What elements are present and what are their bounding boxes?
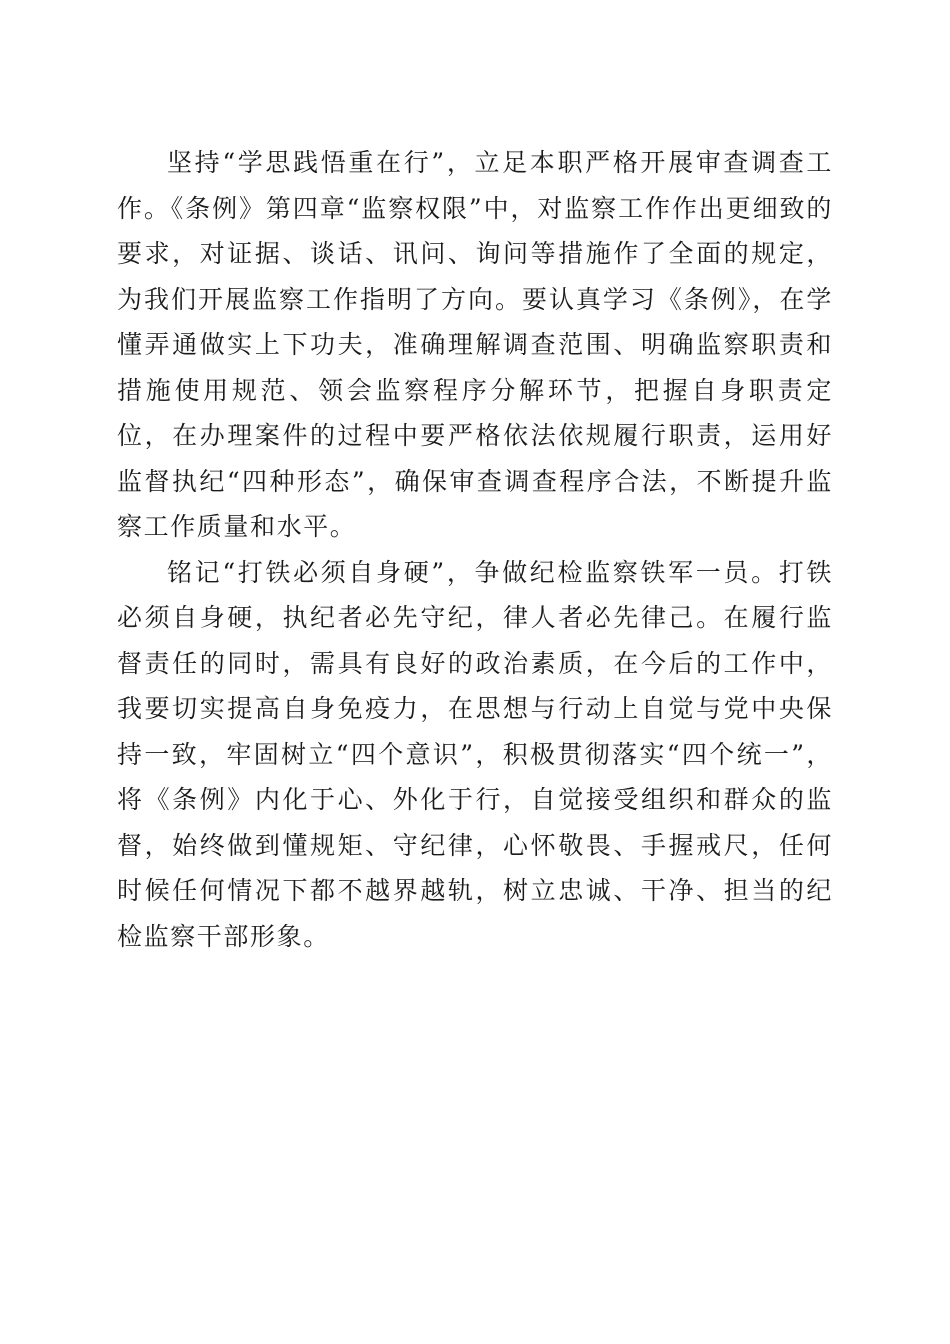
- paragraph-supervision-work: 坚持“学思践悟重在行”，立足本职严格开展审查调查工作。《条例》第四章“监察权限”中，对监察工作作出更细致的要求，对证据、谈话、讯问、询问等措施作了全面的规定，为我们开展监察工作指明了方向。要认真学习《条例》，在学懂弄通做实上下功夫，准确理解调查范围、明确监察职责和措施使用规范、领会监察程序分解环节，把握自身职责定位，在办理案件的过程中要严格依法依规履行职责，运用好监督执纪“四种形态”，确保审查调查程序合法，不断提升监察工作质量和水平。: [117, 148, 833, 541]
- paragraph-self-discipline: 铭记“打铁必须自身硬”，争做纪检监察铁军一员。打铁必须自身硬，执纪者必先守纪，律人者必先律己。在履行监督责任的同时，需具有良好的政治素质，在今后的工作中，我要切实提高自身免疫力，在思想与行动上自觉与党中央保持一致，牢固树立“四个意识”，积极贯彻落实“四个统一”，将《条例》内化于心、外化于行，自觉接受组织和群众的监督，始终做到懂规矩、守纪律，心怀敬畏、手握戒尺，任何时候任何情况下都不越界越轨，树立忠诚、干净、担当的纪检监察干部形象。: [117, 557, 833, 951]
- document-body: [117, 140, 833, 959]
